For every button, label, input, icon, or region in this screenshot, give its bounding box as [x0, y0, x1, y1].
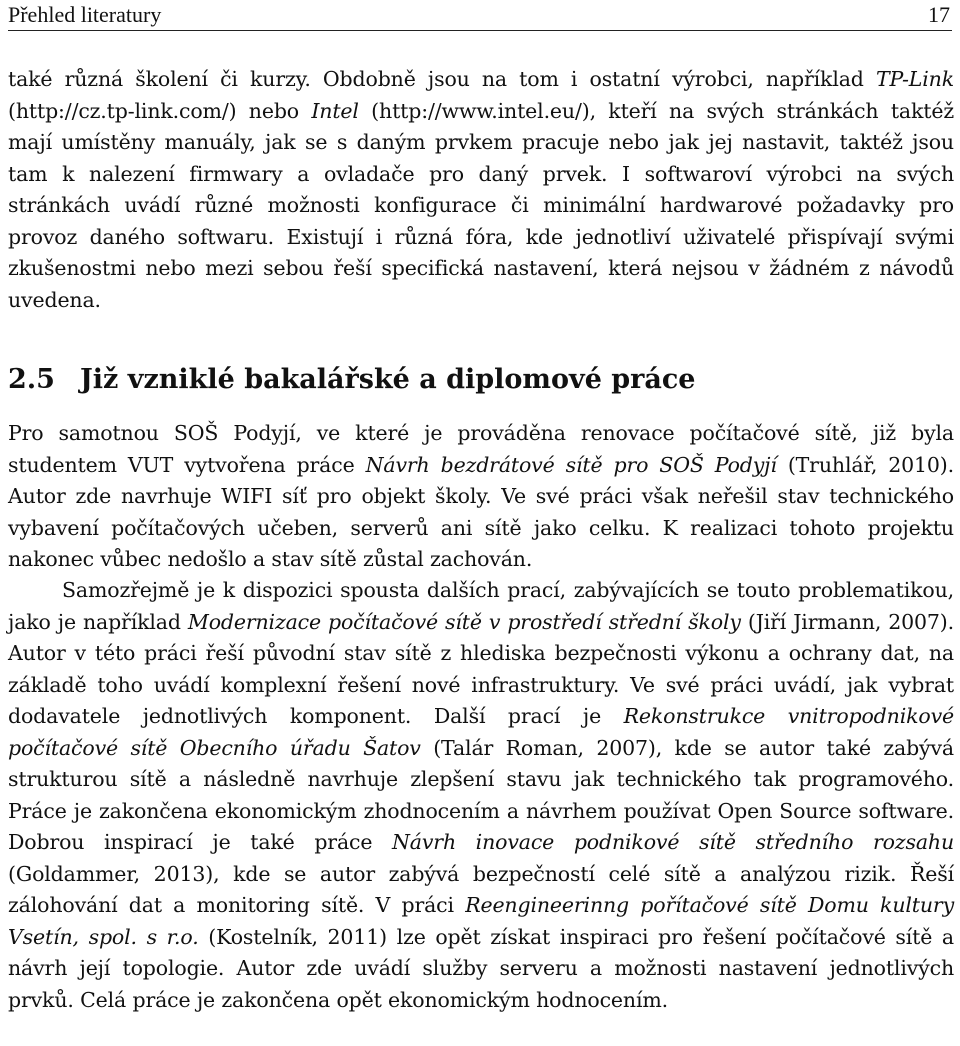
section-title: Již vzniklé bakalářské a diplomové práce: [80, 364, 696, 395]
text-run: (Kostelník, 2011) lze opět získat inspiraci pro řešení počítačové sítě a návrh její topologie. Autor zde uvádí služby serveru a možnosti nastavení jednotlivých prvků. Celá práce je zakončena opět ekonomickým hodnocením.: [8, 924, 954, 1012]
text-run: (Talár Roman, 2007), kde se autor také zabývá strukturou sítě a následně navrhuje zlepšení stavu jak technického tak programového. Práce je zakončena ekonomickým zhodnocením a návrhem používat Open Source software. Dobrou inspirací je také práce: [8, 735, 954, 854]
work-title: Návrh bezdrátové sítě pro SOŠ Podyjí: [365, 452, 777, 477]
brand-name-intel: Intel: [311, 98, 359, 123]
text-run: Samozřejmě je k dispozici spousta dalších prací, zabývajících se touto problematikou, jako je například: [8, 578, 954, 634]
text-run: Pro samotnou SOŠ Podyjí, ve které je prováděna renovace počítačové sítě, již byla studentem VUT vytvořena práce: [8, 421, 954, 477]
chapter-title: Přehled literatury: [8, 2, 162, 27]
work-title: Reengineerinng pořítačové sítě Domu kultury Vsetín, spol. s r.o.: [8, 893, 955, 949]
work-title: Rekonstrukce vnitropodnikové počítačové sítě Obecního úřadu Šatov: [8, 704, 954, 760]
text-run: (Truhlář, 2010). Autor zde navrhuje WIFI síť pro objekt školy. Ve své práci však neřešil stav technického vybavení počítačových učeben, serverů ani sítě jako celku. K realizaci tohoto projektu nakonec vůbec nedošlo a stav sítě zůstal zachován.: [8, 452, 954, 571]
paragraph-resources: [8, 64, 954, 316]
text-run: (Goldammer, 2013), kde se autor zabývá bezpečností celé sítě a analýzou rizik. Řeší zálohování dat a monitoring sítě. V práci: [8, 861, 954, 917]
paragraph-other-theses: [8, 575, 954, 1016]
paragraph-school-thesis: [8, 418, 954, 576]
section-number: 2.5: [8, 364, 55, 395]
work-title: Návrh inovace podnikové sítě středního rozsahu: [392, 830, 954, 854]
text-run: (http://www.intel.eu/), kteří na svých stránkách taktéž mají umístěny manuály, jak se s daným prvkem pracuje nebo jak jej nastavit, taktéž jsou tam k nalezení firmwary a ovladače pro daný prvek. I softwaroví výrobci na svých stránkách uvádí různé možnosti konfigurace či minimální hardwarové požadavky pro provoz daného softwaru. Existují i různá fóra, kde jednotliví uživatelé přispívají svými zkušenostmi nebo mezi sebou řeší specifická nastavení, která nejsou v žádném z návodů uvedena.: [8, 98, 954, 312]
text-run: (http://cz.tp-link.com/) nebo: [8, 98, 312, 123]
text-run: (Jiří Jirmann, 2007). Autor v této práci řeší původní stav sítě z hlediska bezpečnosti výkonu a ochrany dat, na základě toho uvádí komplexní řešení nové infrastruktury. Ve své práci uvádí, jak vybrat dodavatele jednotlivých komponent. Další prací je: [8, 609, 954, 728]
work-title: Modernizace počítačové sítě v prostředí střední školy: [187, 609, 741, 634]
brand-name-tplink: TP-Link: [875, 67, 954, 91]
page-number: 17: [928, 2, 950, 27]
section-heading: [8, 360, 696, 400]
text-run: také různá školení či kurzy. Obdobně jsou na tom i ostatní výrobci, například: [8, 67, 876, 91]
page-header: [8, 0, 952, 31]
